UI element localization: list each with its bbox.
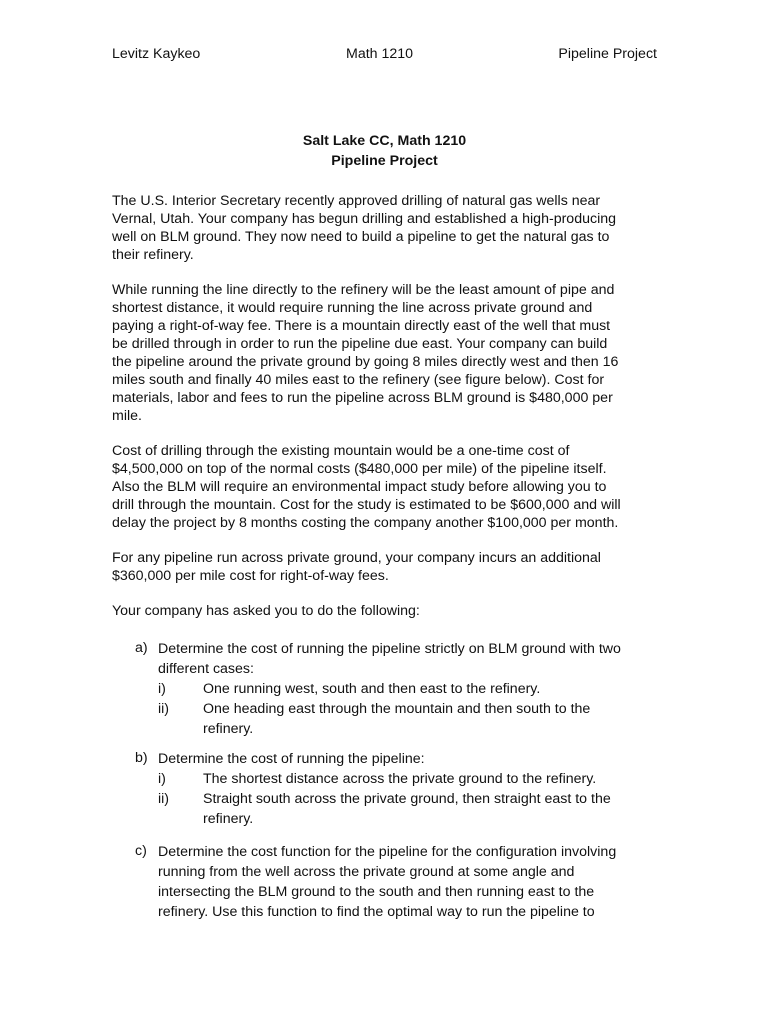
paragraph-line: well on BLM ground. They now need to build a pipeline to get the natural gas to xyxy=(112,229,610,245)
paragraph-line: $360,000 per mile cost for right-of-way fees. xyxy=(112,568,389,584)
page-header xyxy=(112,45,657,65)
paragraph-line: delay the project by 8 months costing the company another $100,000 per month. xyxy=(112,515,619,531)
paragraph-line: mile. xyxy=(112,408,142,424)
header-course: Math 1210 xyxy=(346,46,414,62)
task-line: Determine the cost of running the pipeline: xyxy=(158,751,425,767)
subtask-number: i) xyxy=(158,771,166,787)
task-line: running from the well across the private ground at some angle and xyxy=(158,864,575,880)
subtask-number: ii) xyxy=(158,701,170,717)
paragraph-line: their refinery. xyxy=(112,247,194,263)
paragraph-route xyxy=(112,281,657,425)
subtask-item xyxy=(158,699,663,739)
paragraph-line: Vernal, Utah. Your company has begun drilling and established a high-producing xyxy=(112,211,617,227)
task-line: different cases: xyxy=(158,661,254,677)
paragraph-line: the pipeline around the private ground by going 8 miles directly west and then 16 xyxy=(112,354,619,370)
paragraph-tasks-intro xyxy=(112,602,657,620)
paragraph-line: miles south and finally 40 miles east to the refinery (see figure below). Cost for xyxy=(112,372,605,388)
task-line: Determine the cost function for the pipeline for the configuration involving xyxy=(158,844,617,860)
subtask-text: The shortest distance across the private ground to the refinery. xyxy=(203,771,597,787)
subtask-line: One heading east through the mountain and then south to the xyxy=(203,701,591,717)
paragraph-right-of-way xyxy=(112,549,657,585)
paragraph-line: $4,500,000 on top of the normal costs ($480,000 per mile) of the pipeline itself. xyxy=(112,461,607,477)
paragraph-intro xyxy=(112,192,657,264)
task-letter: b) xyxy=(135,750,148,766)
paragraph-line: materials, labor and fees to run the pipeline across BLM ground is $480,000 per xyxy=(112,390,613,406)
subtask-number: ii) xyxy=(158,791,170,807)
paragraph-line: While running the line directly to the refinery will be the least amount of pipe and xyxy=(112,282,615,298)
paragraph-line: Also the BLM will require an environmental impact study before allowing you to xyxy=(112,479,607,495)
paragraph-line: For any pipeline run across private ground, your company incurs an additional xyxy=(112,550,601,566)
paragraph-line: drill through the mountain. Cost for the study is estimated to be $600,000 and will xyxy=(112,497,621,513)
paragraph-line: Cost of drilling through the existing mountain would be a one-time cost of xyxy=(112,443,570,459)
subtask-item xyxy=(158,769,663,789)
subtask-number: i) xyxy=(158,681,166,697)
subtask-line: refinery. xyxy=(203,811,254,827)
task-line: refinery. Use this function to find the optimal way to run the pipeline to xyxy=(158,904,595,920)
title-line-1: Salt Lake CC, Math 1210 xyxy=(302,133,467,149)
subtask-item xyxy=(158,679,663,699)
subtask-line: Straight south across the private ground, then straight east to the xyxy=(203,791,611,807)
subtask-text xyxy=(203,699,590,739)
task-letter: a) xyxy=(135,640,148,656)
paragraph-line: Your company has asked you to do the following: xyxy=(112,603,420,619)
title-line-2: Pipeline Project xyxy=(331,153,438,169)
paragraph-line: shortest distance, it would require running the line across private ground and xyxy=(112,300,593,316)
task-line: Determine the cost of running the pipeline strictly on BLM ground with two xyxy=(158,641,621,657)
task-letter: c) xyxy=(135,843,147,859)
paragraph-line: be drilled through in order to run the pipeline due east. Your company can build xyxy=(112,336,608,352)
subtask-text xyxy=(203,789,611,829)
paragraph-drilling-cost xyxy=(112,442,657,532)
paragraph-line: paying a right-of-way fee. There is a mountain directly east of the well that must xyxy=(112,318,611,334)
header-project: Pipeline Project xyxy=(558,46,657,62)
subtask-text: One running west, south and then east to the refinery. xyxy=(203,681,541,697)
subtask-item xyxy=(158,789,663,829)
task-body xyxy=(158,749,663,829)
subtask-line: refinery. xyxy=(203,721,254,737)
task-body xyxy=(158,842,663,922)
document-title xyxy=(112,131,657,171)
task-line: intersecting the BLM ground to the south and then running east to the xyxy=(158,884,595,900)
paragraph-line: The U.S. Interior Secretary recently approved drilling of natural gas wells near xyxy=(112,193,601,209)
task-body xyxy=(158,639,663,739)
header-author: Levitz Kaykeo xyxy=(112,46,201,62)
